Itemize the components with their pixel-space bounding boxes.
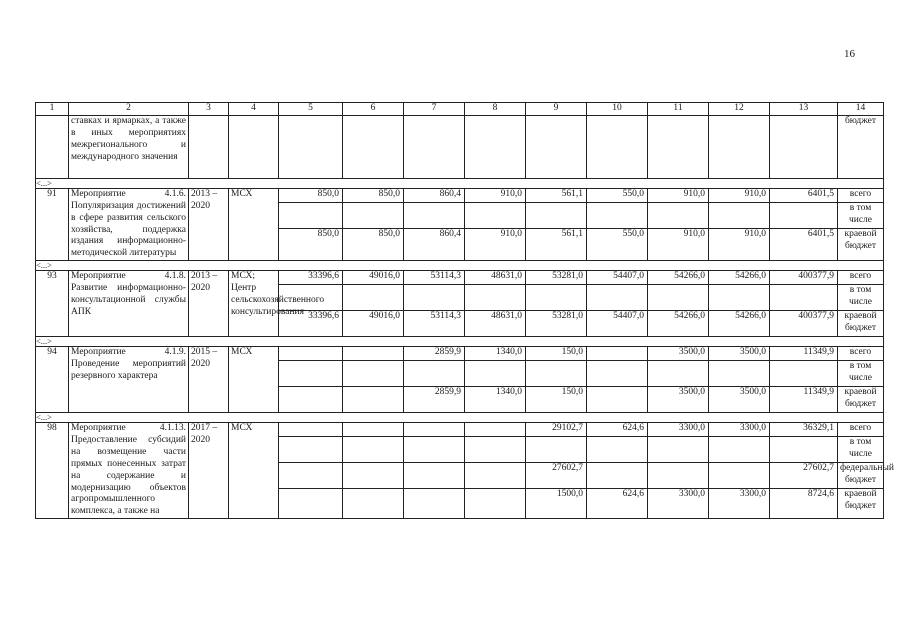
ellipsis-row (36, 261, 884, 271)
measure-description: Мероприятие 4.1.8. Развитие информационно-консультационной службы АПК (69, 271, 189, 337)
value-cell (343, 202, 403, 228)
value-cell (404, 285, 464, 311)
value-cell: 1340,0 (465, 347, 525, 361)
budget-label: всего (838, 347, 883, 361)
value-cell: 561,1 (561, 228, 583, 239)
value-cell (465, 489, 525, 515)
table-row (36, 271, 884, 337)
value-cell (279, 437, 342, 463)
value-cell: 54266,0 (674, 311, 705, 322)
value-cell: 48631,0 (491, 311, 522, 322)
value-cell: 54266,0 (735, 311, 766, 322)
continuation-text: ставках и ярмарках, а также в иных мероприятиях межрегионального и международного значения (69, 115, 189, 178)
value-cell (343, 463, 403, 489)
value-cell: 33396,6 (279, 271, 342, 285)
column-header: 10 (587, 103, 648, 116)
value-cell: 49016,0 (369, 311, 400, 322)
row-number: 94 (36, 347, 69, 413)
value-cell: 400377,9 (770, 271, 837, 285)
value-cell: 54407,0 (587, 271, 647, 285)
value-cell: 53281,0 (526, 271, 586, 285)
value-cell (587, 285, 647, 311)
column-header: 11 (648, 103, 709, 116)
value-cell (587, 437, 647, 463)
value-cell (465, 463, 525, 489)
value-cell: 850,0 (279, 189, 342, 203)
value-cell (709, 285, 769, 311)
value-cell (404, 437, 464, 463)
value-cell (526, 437, 586, 463)
value-cell: 150,0 (561, 387, 583, 398)
value-cell (343, 387, 403, 413)
column-header: 7 (404, 103, 465, 116)
value-cell (343, 423, 403, 437)
budget-label: федеральный бюджет (838, 463, 883, 489)
value-cell: 1500,0 (556, 489, 583, 500)
value-cell: 54266,0 (709, 271, 769, 285)
value-cell: 3500,0 (739, 387, 766, 398)
value-cell (343, 489, 403, 515)
table-row (36, 188, 884, 260)
value-cell: 850,0 (343, 189, 403, 203)
value-cell (279, 387, 342, 413)
value-cell (465, 285, 525, 311)
value-cell: 400377,9 (798, 311, 834, 322)
ellipsis-mark: <...> (36, 178, 884, 188)
executor: МСХ (229, 188, 279, 260)
value-cell (404, 202, 464, 228)
value-cell (526, 202, 586, 228)
value-cell (279, 463, 342, 489)
value-cell (587, 463, 647, 489)
measure-description: Мероприятие 4.1.6. Популяризация достижений в сфере развития сельского хозяйства, поддержка издания информационно-методической литературы (69, 188, 189, 260)
period: 2017 – 2020 (189, 423, 229, 519)
value-cell: 624,6 (587, 423, 647, 437)
value-cell: 27602,7 (526, 463, 586, 489)
value-cell (343, 437, 403, 463)
page-number: 16 (844, 48, 855, 60)
value-cell (709, 202, 769, 228)
value-cell (343, 347, 403, 361)
value-cell (587, 202, 647, 228)
budget-label: краевой бюджет (844, 311, 877, 333)
budget-label: в том числе (838, 361, 883, 387)
row-number: 98 (36, 423, 69, 519)
value-cell (648, 361, 708, 387)
value-cell: 550,0 (587, 189, 647, 203)
row-number: 93 (36, 271, 69, 337)
value-cell: 3300,0 (678, 489, 705, 500)
value-cell: 1340,0 (495, 387, 522, 398)
column-header: 3 (189, 103, 229, 116)
value-cell (587, 387, 647, 413)
value-cell: 11349,9 (803, 387, 834, 398)
budget-label: краевой бюджет (844, 228, 877, 251)
value-cell (343, 361, 403, 387)
column-header: 6 (343, 103, 404, 116)
value-cell: 910,0 (683, 228, 705, 239)
budget-label: всего (838, 423, 883, 437)
value-cell (587, 361, 647, 387)
value-cell (279, 489, 342, 515)
value-cell (587, 347, 647, 361)
value-cell: 49016,0 (343, 271, 403, 285)
value-cell: 8724,6 (807, 489, 834, 500)
ellipsis-row (36, 337, 884, 347)
column-header: 13 (770, 103, 838, 116)
value-cell: 6401,5 (770, 189, 837, 203)
ellipsis-row (36, 413, 884, 423)
value-cell: 3500,0 (709, 347, 769, 361)
value-cell: 53281,0 (552, 311, 583, 322)
executor: МСХ (229, 423, 279, 519)
value-cell (465, 202, 525, 228)
header-row (36, 103, 884, 116)
value-cell (770, 361, 837, 387)
value-cell: 850,0 (317, 228, 339, 239)
budget-label: всего (838, 271, 883, 285)
value-cell (526, 285, 586, 311)
value-cell: 910,0 (465, 189, 525, 203)
budget-label: в том числе (838, 202, 883, 228)
ellipsis-mark: <...> (36, 413, 884, 423)
column-header: 1 (36, 103, 69, 116)
value-cell: 910,0 (648, 189, 708, 203)
executor: МСХ; Центр сельскохозяйственного консультирования (229, 271, 279, 337)
value-cell: 3500,0 (678, 387, 705, 398)
value-cell: 3300,0 (709, 423, 769, 437)
value-cell: 11349,9 (770, 347, 837, 361)
value-cell (279, 202, 342, 228)
value-cell: 2859,9 (404, 347, 464, 361)
value-cell (709, 361, 769, 387)
value-cell: 29102,7 (526, 423, 586, 437)
value-cell (770, 202, 837, 228)
ellipsis-row (36, 178, 884, 188)
value-cell: 54407,0 (613, 311, 644, 322)
value-cell: 150,0 (526, 347, 586, 361)
column-header: 8 (465, 103, 526, 116)
column-header: 4 (229, 103, 279, 116)
budget-label: бюджет (838, 115, 884, 178)
value-cell: 910,0 (744, 228, 766, 239)
value-cell (404, 463, 464, 489)
value-cell (279, 423, 342, 437)
value-cell: 2859,9 (434, 387, 461, 398)
value-cell (770, 437, 837, 463)
value-cell: 624,6 (622, 489, 644, 500)
value-cell: 850,0 (378, 228, 400, 239)
value-cell: 6401,5 (807, 228, 834, 239)
value-cell: 3500,0 (648, 347, 708, 361)
value-cell: 33396,6 (308, 311, 339, 322)
value-cell (709, 463, 769, 489)
measure-description: Мероприятие 4.1.13. Предоставление субсидий на возмещение части прямых понесенных затрат на содержание и модернизацию объектов агропромышленного комплекса, а также на (69, 423, 189, 519)
value-cell (279, 361, 342, 387)
value-cell: 27602,7 (770, 463, 837, 489)
measure-description: Мероприятие 4.1.9. Проведение мероприятий резервного характера (69, 347, 189, 413)
budget-label: в том числе (838, 437, 883, 463)
value-cell: 860,4 (439, 228, 461, 239)
value-cell (709, 437, 769, 463)
value-cell (648, 202, 708, 228)
period: 2013 – 2020 (189, 271, 229, 337)
column-header: 12 (709, 103, 770, 116)
value-cell (465, 437, 525, 463)
value-cell (279, 347, 342, 361)
value-cell (526, 361, 586, 387)
value-cell (770, 285, 837, 311)
value-cell: 36329,1 (770, 423, 837, 437)
column-header: 9 (526, 103, 587, 116)
value-cell: 54266,0 (648, 271, 708, 285)
continuation-row (36, 115, 884, 178)
row-number: 91 (36, 188, 69, 260)
value-cell: 3300,0 (648, 423, 708, 437)
column-header: 14 (838, 103, 884, 116)
value-cell (465, 423, 525, 437)
value-cell (343, 285, 403, 311)
value-cell (465, 361, 525, 387)
executor: МСХ (229, 347, 279, 413)
value-cell: 53114,3 (430, 311, 461, 322)
ellipsis-mark: <...> (36, 337, 884, 347)
budget-label: в том числе (838, 285, 883, 311)
table-row (36, 347, 884, 413)
value-cell (648, 437, 708, 463)
budget-label: краевой бюджет (844, 387, 877, 409)
column-header: 2 (69, 103, 189, 116)
column-header: 5 (279, 103, 343, 116)
value-cell: 561,1 (526, 189, 586, 203)
ellipsis-mark: <...> (36, 261, 884, 271)
period: 2015 – 2020 (189, 347, 229, 413)
table-row (36, 423, 884, 519)
value-cell: 910,0 (709, 189, 769, 203)
value-cell (648, 463, 708, 489)
value-cell: 3300,0 (739, 489, 766, 500)
value-cell (404, 361, 464, 387)
period: 2013 – 2020 (189, 188, 229, 260)
value-cell (404, 489, 464, 515)
value-cell (404, 423, 464, 437)
value-cell: 860,4 (404, 189, 464, 203)
value-cell: 910,0 (500, 228, 522, 239)
budget-label: краевой бюджет (844, 489, 877, 511)
value-cell: 53114,3 (404, 271, 464, 285)
value-cell (648, 285, 708, 311)
budget-label: всего (838, 189, 883, 203)
budget-table (35, 102, 894, 519)
value-cell: 550,0 (622, 228, 644, 239)
value-cell: 48631,0 (465, 271, 525, 285)
